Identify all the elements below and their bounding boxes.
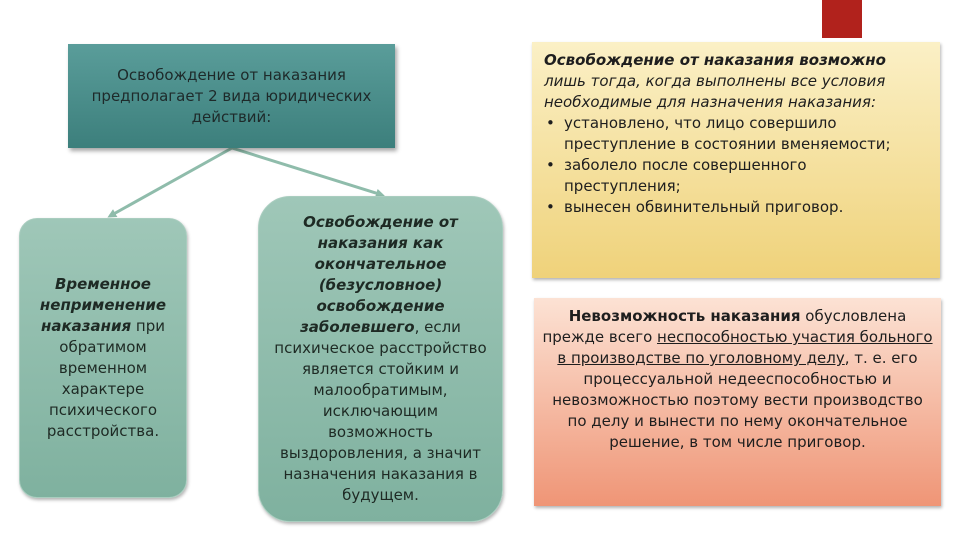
temporary-nonapplication-box (19, 218, 187, 498)
temporary-nonapplication-text: при обратимом временном характере психического расстройства. (46, 317, 165, 440)
impossibility-underlined: неспособностью участия больного в производстве по уголовному делу (557, 328, 933, 367)
list-item: • вынесен обвинительный приговор. (544, 197, 928, 218)
impossibility-text-1: обусловлена прежде всего (542, 307, 907, 346)
temporary-nonapplication-title: Временное неприменение наказания (39, 275, 167, 335)
release-conditions-lead (544, 50, 928, 113)
list-item: • заболело после совершенного преступления; (544, 155, 928, 197)
root-box (68, 44, 395, 148)
final-release-title: Освобождение от наказания как окончательное (безусловное) освобождение заболевшего (300, 213, 458, 336)
release-conditions-list (544, 113, 928, 218)
root-box-text: Освобождение от наказания предполагает 2 вида юридических действий: (91, 65, 372, 126)
list-item: • установлено, что лицо совершило преступление в состоянии вменяемости; (544, 113, 928, 155)
final-release-box (258, 196, 503, 522)
impossibility-title: Невозможность наказания (568, 307, 801, 325)
release-conditions-box (532, 42, 940, 278)
arrow-to-right-pill (232, 148, 382, 195)
release-conditions-title: Освобождение от наказания возможно (544, 51, 886, 69)
impossibility-box (534, 298, 941, 506)
impossibility-text-2: , т. е. его процессуальной недееспособностью и невозможностью поэтому вести производство по делу и вынести по нему окончательное решение, в том числе приговор. (552, 349, 923, 451)
final-release-text: , если психическое расстройство является стойким и малообратимым, исключающим возможность выздоровления, а значит назначения наказания в будущем. (274, 318, 487, 504)
arrow-to-left-pill (110, 148, 232, 216)
release-conditions-intro: лишь тогда, когда выполнены все условия необходимые для назначения наказания: (544, 72, 886, 111)
